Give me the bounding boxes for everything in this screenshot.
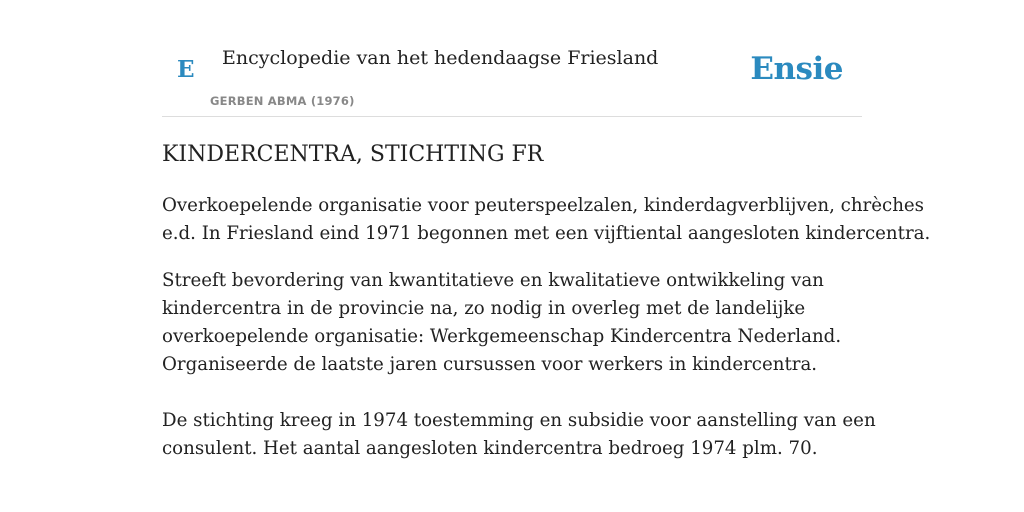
paragraph-line: consulent. Het aantal aangesloten kindercentra bedroeg 1974 plm. 70.: [162, 438, 818, 459]
author-subtitle: GERBEN ABMA (1976): [210, 94, 355, 108]
article-title: KINDERCENTRA, STICHTING FR: [162, 142, 544, 167]
paragraph-line: Organiseerde de laatste jaren cursussen voor werkers in kindercentra.: [162, 354, 818, 375]
article: [162, 140, 931, 463]
paragraph-line: overkoepelende organisatie: Werkgemeenschap Kindercentra Nederland.: [162, 326, 842, 347]
paragraph-line: kindercentra in de provincie na, zo nodig in overleg met de landelijke: [162, 298, 806, 319]
paragraph-line: De stichting kreeg in 1974 toestemming en subsidie voor aanstelling van een: [162, 410, 876, 431]
site-header: [162, 0, 862, 117]
encyclopedia-title[interactable]: Encyclopedie van het hedendaagse Friesland: [222, 47, 659, 69]
article-paragraph: [162, 407, 876, 463]
paragraph-line: Overkoepelende organisatie voor peuterspeelzalen, kinderdagverblijven, chrèches: [162, 195, 925, 216]
article-paragraph: [162, 267, 862, 379]
paragraph-line: e.d. In Friesland eind 1971 begonnen met een vijftiental aangesloten kindercentra.: [162, 223, 931, 244]
paragraph-line: Streeft bevordering van kwantitatieve en kwalitatieve ontwikkeling van: [162, 270, 824, 291]
brand-logo[interactable]: Ensie: [750, 51, 843, 87]
article-paragraph: [162, 192, 931, 248]
logo-icon[interactable]: E: [177, 56, 195, 83]
